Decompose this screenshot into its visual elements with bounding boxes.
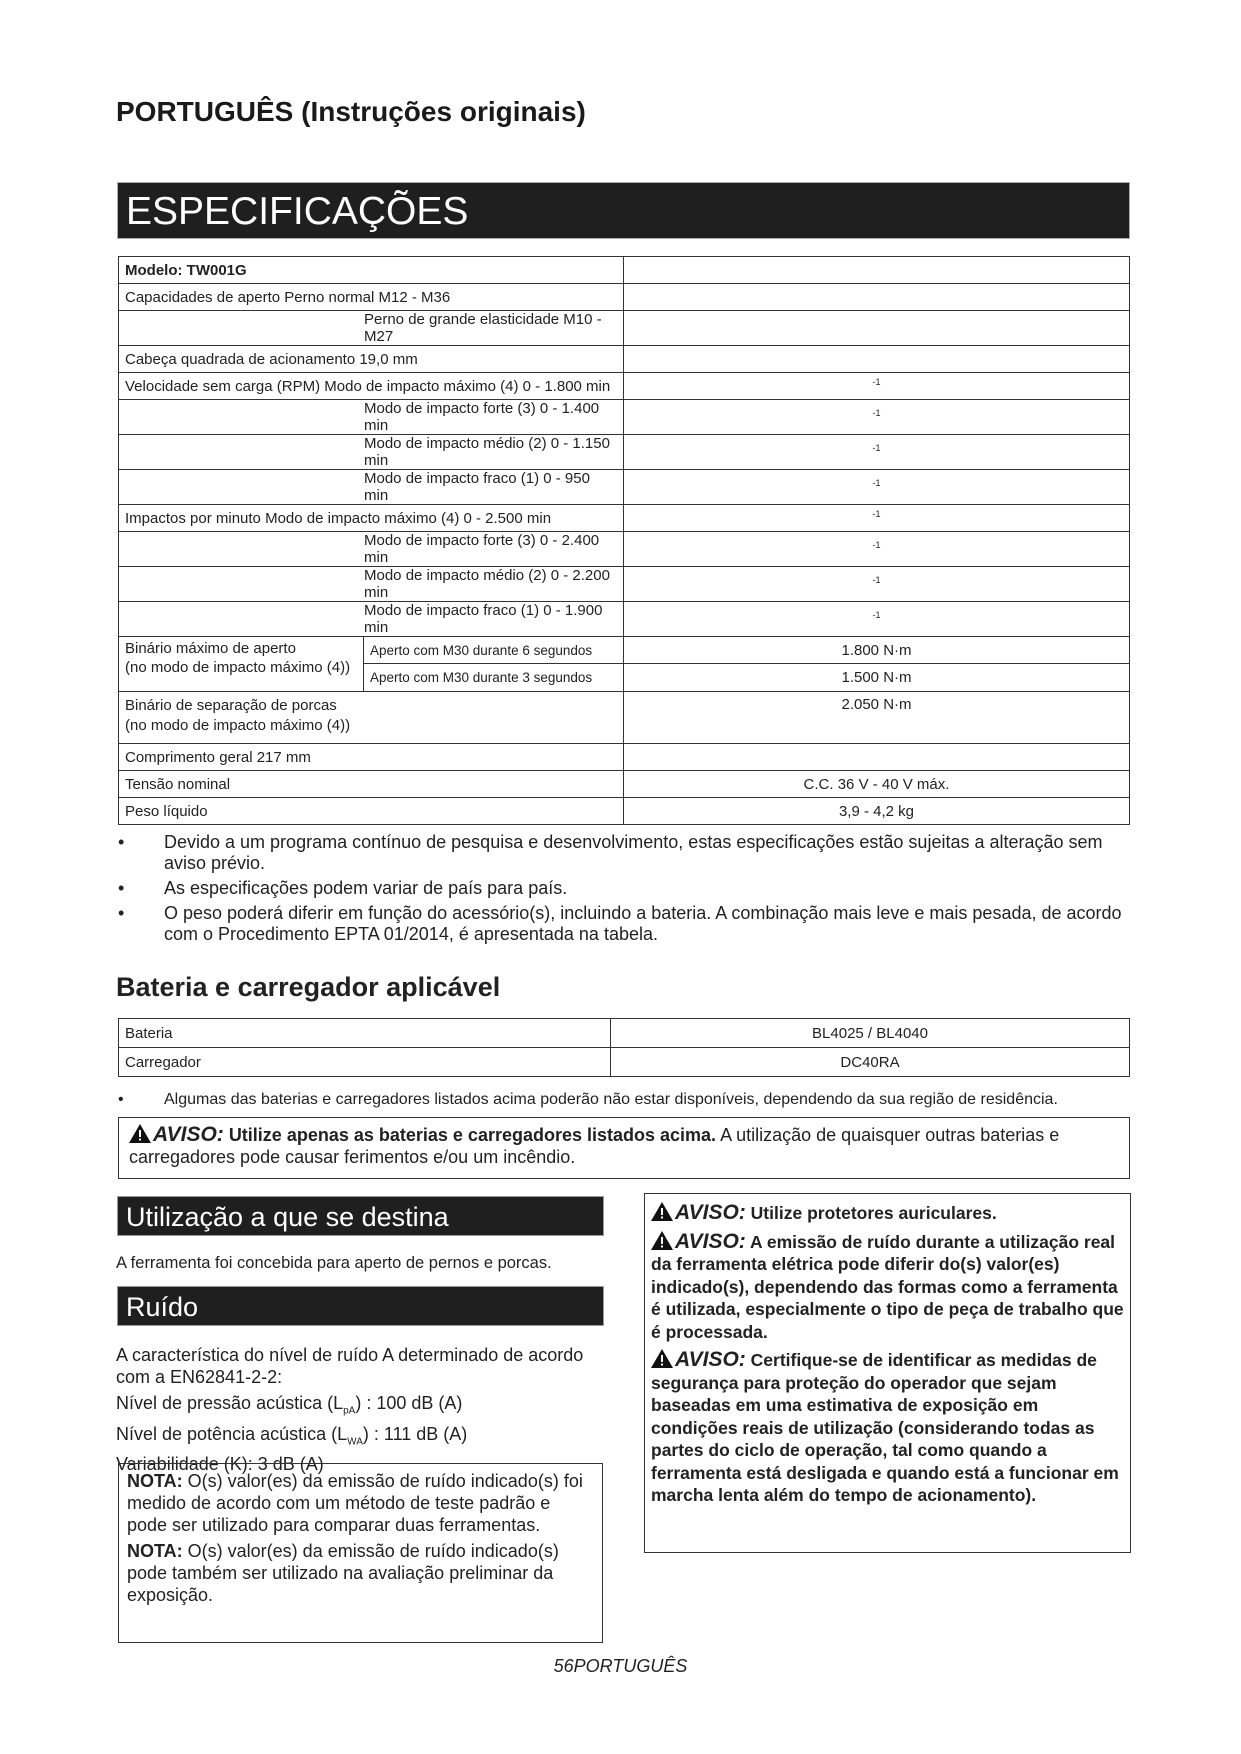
- loosening-torque-value: 2.050 N·m: [624, 692, 1130, 744]
- exponent: -1: [872, 609, 881, 620]
- charger-value: DC40RA: [611, 1048, 1130, 1077]
- intended-use-heading: Utilização a que se destina: [117, 1196, 604, 1236]
- warning-icon: [651, 1349, 673, 1368]
- list-item: • Devido a um programa contínuo de pesquisa e desenvolvimento, estas especificações estão sujeitas a alteração sem aviso prévio.: [118, 832, 1128, 874]
- capacity-high-tensile-bolt: Perno de grande elasticidade M10 - M27: [119, 311, 624, 346]
- specification-notes: [118, 832, 1128, 949]
- note-1: NOTA: O(s) valor(es) da emissão de ruído indicado(s) foi medido de acordo com um método de teste padrão e pode ser utilizado para comparar duas ferramentas.: [127, 1471, 583, 1535]
- table-row: [119, 435, 1130, 470]
- ipm-mode-3: Modo de impacto forte (3) 0 - 2.400 min: [119, 532, 624, 567]
- specifications-table: [118, 256, 1130, 825]
- loosening-torque-label: Binário de separação de porcas (no modo de impacto máximo (4)): [119, 692, 624, 744]
- rated-voltage-value: C.C. 36 V - 40 V máx.: [624, 771, 1130, 798]
- battery-warning-box: [118, 1117, 1130, 1179]
- page-footer: 56PORTUGUÊS: [553, 1656, 688, 1676]
- exponent: -1: [872, 477, 881, 488]
- exponent: -1: [872, 508, 881, 519]
- list-item: • As especificações podem variar de país para país.: [118, 878, 1128, 899]
- exponent: -1: [872, 574, 881, 585]
- warning-1: AVISO: Utilize protetores auriculares.: [651, 1202, 1124, 1225]
- noise-warning-box: [644, 1193, 1131, 1553]
- table-row: [119, 257, 1130, 284]
- specifications-banner: ESPECIFICAÇÕES: [117, 182, 1130, 239]
- capacity-label: Capacidades de aperto: [125, 288, 281, 306]
- ipm-mode-2: Modo de impacto médio (2) 0 - 2.200 min: [119, 567, 624, 602]
- exponent: -1: [872, 539, 881, 550]
- torque-3s-label: Aperto com M30 durante 3 segundos: [370, 670, 593, 685]
- ipm-mode-4: Modo de impacto máximo (4) 0 - 2.500 min: [265, 509, 552, 527]
- table-row: [119, 744, 1130, 771]
- speed-mode-2: Modo de impacto médio (2) 0 - 1.150 min: [119, 435, 624, 470]
- noise-intro: A característica do nível de ruído A determinado de acordo com a EN62841-2-2:: [116, 1345, 584, 1387]
- square-drive: Cabeça quadrada de acionamento 19,0 mm: [119, 346, 624, 373]
- warning-2: AVISO: A emissão de ruído durante a utilização real da ferramenta elétrica pode diferir do(s) valor(es) indicado(s), dependendo das formas como a ferramenta é utilizada, especialmente o tipo de peça de trabalho que é processada.: [651, 1229, 1124, 1342]
- exponent: -1: [872, 442, 881, 453]
- battery-value: BL4025 / BL4040: [611, 1019, 1130, 1048]
- table-row: [119, 470, 1130, 505]
- exponent: -1: [872, 376, 881, 387]
- table-row: [119, 602, 1130, 637]
- net-weight-value: 3,9 - 4,2 kg: [624, 798, 1130, 825]
- table-row: [119, 311, 1130, 346]
- rated-voltage-label: Tensão nominal: [119, 771, 624, 798]
- list-item: • Algumas das baterias e carregadores listados acima poderão não estar disponíveis, dependendo da sua região de residência.: [118, 1089, 1133, 1110]
- capacity-normal-bolt: Perno normal M12 - M36: [284, 288, 451, 306]
- exponent: -1: [872, 407, 881, 418]
- battery-notes: [118, 1089, 1133, 1114]
- model-label: Modelo: TW001G: [119, 257, 624, 284]
- max-torque-label: Binário máximo de aperto (no modo de impacto máximo (4)): [119, 637, 364, 691]
- table-row: [119, 505, 1130, 532]
- warning-icon: [651, 1202, 673, 1221]
- table-row: [119, 373, 1130, 400]
- torque-6s-label: Aperto com M30 durante 6 segundos: [364, 637, 623, 664]
- sound-power-level: Nível de potência acústica $(L_{WA})$ : 111 dB (A): [116, 1423, 468, 1448]
- table-row: [119, 400, 1130, 435]
- charger-label: Carregador: [119, 1048, 611, 1077]
- table-row: [119, 637, 1130, 692]
- warning-icon: [129, 1124, 151, 1143]
- speed-label: Velocidade sem carga (RPM): [125, 377, 321, 395]
- table-row: [119, 798, 1130, 825]
- sound-pressure-level: Nível de pressão acústica $(L_{pA})$ : 100 dB (A): [116, 1393, 463, 1417]
- page-title: PORTUGUÊS (Instruções originais): [116, 96, 586, 127]
- battery-label: Bateria: [119, 1019, 611, 1048]
- list-item: • O peso poderá diferir em função do acessório(s), incluindo a bateria. A combinação mais leve e mais pesada, de acordo com o Procedimento EPTA 01/2014, é apresentada na tabela.: [118, 903, 1128, 945]
- warning-3: AVISO: Certifique-se de identificar as medidas de segurança para proteção do operador que sejam baseadas em uma estimativa de exposição em condições reais de utilização (considerando todas as partes do ciclo de operação, tal como quando a ferramenta está desligada e quando está a funcionar em marcha lenta além do tempo de acionamento).: [651, 1348, 1119, 1505]
- uncertainty: Variabilidade (K): 3 dB (A): [116, 1454, 324, 1475]
- overall-length: Comprimento geral 217 mm: [119, 744, 624, 771]
- noise-heading: Ruído: [117, 1286, 604, 1326]
- table-row: [119, 567, 1130, 602]
- warning-bold-text: Utilize apenas as baterias e carregadores listados acima.: [228, 1125, 717, 1145]
- noise-note-box: [118, 1463, 603, 1643]
- note-2: NOTA: O(s) valor(es) da emissão de ruído indicado(s) pode também ser utilizado na avaliação preliminar da exposição.: [127, 1541, 559, 1605]
- speed-mode-1: Modo de impacto fraco (1) 0 - 950 min: [119, 470, 624, 505]
- battery-table: [118, 1018, 1130, 1077]
- table-row: [119, 1048, 1130, 1077]
- table-row: [119, 771, 1130, 798]
- ipm-label: Impactos por minuto: [125, 509, 261, 527]
- ipm-mode-1: Modo de impacto fraco (1) 0 - 1.900 min: [119, 602, 624, 637]
- speed-mode-3: Modo de impacto forte (3) 0 - 1.400 min: [119, 400, 624, 435]
- speed-mode-4: Modo de impacto máximo (4) 0 - 1.800 min: [324, 377, 611, 395]
- table-row: [119, 284, 1130, 311]
- warning-icon: [651, 1231, 673, 1250]
- table-row: [119, 692, 1130, 744]
- torque-6s-value: 1.800 N·m: [624, 637, 1129, 664]
- battery-heading: Bateria e carregador aplicável: [116, 972, 501, 1002]
- net-weight-label: Peso líquido: [119, 798, 624, 825]
- table-row: [119, 532, 1130, 567]
- intended-use-text: A ferramenta foi concebida para aperto de pernos e porcas.: [116, 1254, 552, 1272]
- table-row: [119, 1019, 1130, 1048]
- table-row: [119, 346, 1130, 373]
- torque-3s-value: 1.500 N·m: [841, 669, 912, 686]
- warning-text: A utilização de quaisquer outras baterias e carregadores pode causar ferimentos e/ou um incêndio.: [129, 1125, 1060, 1167]
- warning-title: AVISO:: [153, 1123, 224, 1146]
